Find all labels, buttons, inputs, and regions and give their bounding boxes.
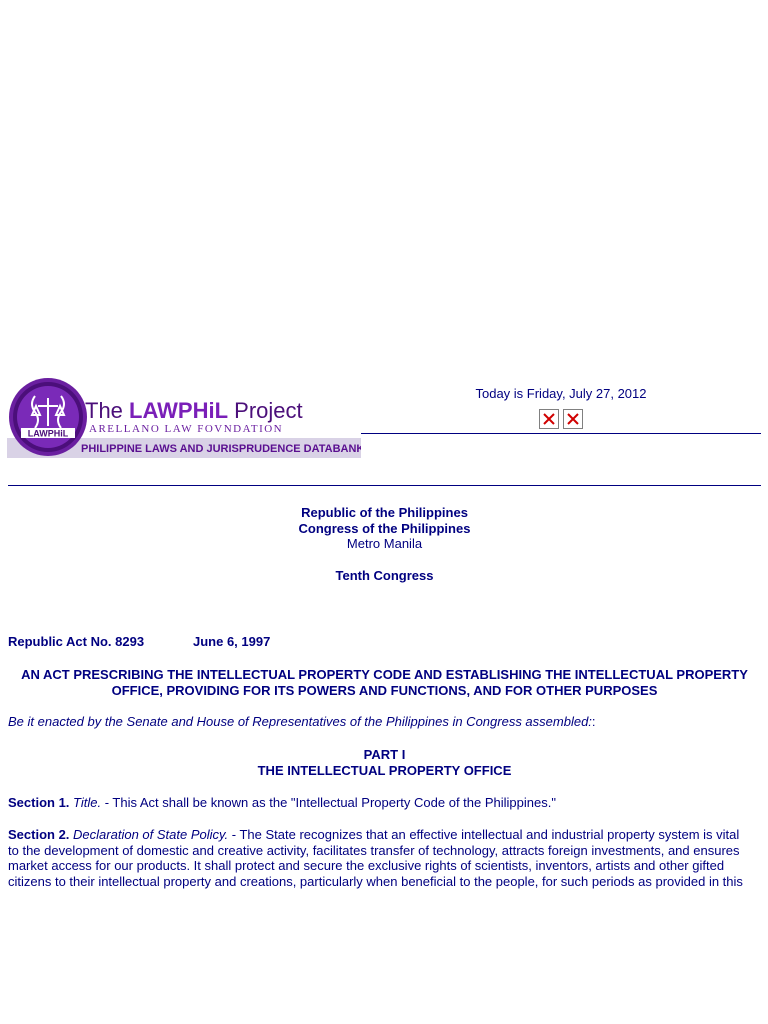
act-date: June 6, 1997 — [193, 634, 271, 649]
logo-tagline-text: PHILIPPINE LAWS AND JURISPRUDENCE DATABANK — [81, 443, 361, 455]
section-text: - The State recognizes that an effective intellectual and industrial property system is vital — [228, 827, 740, 842]
congress-line: Congress of the Philippines — [298, 520, 471, 536]
section-2-line-4: citizens to their intellectual property and creations, particularly when beneficial to the people, for such periods as provided in this — [8, 873, 743, 889]
logo-title-suffix: Project — [228, 398, 303, 423]
broken-image-icon[interactable] — [563, 409, 583, 429]
section-text: - This Act shall be known as the "Intellectual Property Code of the Philippines." — [101, 795, 556, 810]
section-2-line-2: to the development of domestic and creative activity, facilitates transfer of technology, attracts foreign investments, and ensures — [8, 842, 740, 858]
section-label: Section 2. — [8, 827, 70, 842]
enacting-clause-line — [8, 714, 761, 730]
logo-foundation-text: ARELLANO LAW FOVNDATION — [89, 423, 284, 435]
session-line: Tenth Congress — [335, 568, 434, 583]
enacting-suffix: : — [591, 714, 596, 729]
part-label: PART I — [363, 747, 406, 762]
section-heading: Declaration of State Policy. — [73, 827, 229, 842]
lawphil-logo — [7, 376, 361, 460]
date-area — [361, 376, 761, 460]
section-2-line-1 — [8, 827, 761, 843]
document-heading — [8, 505, 761, 552]
header-divider — [361, 433, 761, 434]
section-label: Section 1. — [8, 795, 70, 810]
seal-name-text: LAWPHiL — [27, 428, 69, 439]
act-number: Republic Act No. 8293 — [8, 634, 145, 649]
svg-text:The LAWPHiL Project — [85, 398, 303, 423]
part-title: THE INTELLECTUAL PROPERTY OFFICE — [257, 762, 512, 778]
section-heading: Title. — [73, 795, 102, 810]
enacting-clause: Be it enacted by the Senate and House of Representatives of the Philippines in Congress assembled: — [8, 714, 592, 729]
lawphil-logo-banner[interactable] — [7, 376, 361, 460]
city-line: Metro Manila — [346, 536, 423, 551]
act-title-line-1: AN ACT PRESCRIBING THE INTELLECTUAL PROPERTY CODE AND ESTABLISHING THE INTELLECTUAL PROPERTY — [21, 667, 748, 682]
section-1 — [8, 795, 761, 811]
republic-line: Republic of the Philippines — [301, 505, 468, 520]
act-title — [8, 667, 761, 698]
logo-title-prefix: The — [85, 398, 130, 423]
logo-title-main: LAWPHiL — [129, 398, 229, 423]
content-divider — [8, 485, 761, 486]
act-title-line-2: OFFICE, PROVIDING FOR ITS POWERS AND FUNCTIONS, AND FOR OTHER PURPOSES — [111, 682, 658, 698]
site-header — [7, 376, 761, 460]
today-date: Today is Friday, July 27, 2012 — [475, 386, 647, 401]
section-2 — [8, 827, 761, 889]
part-heading — [8, 747, 761, 778]
broken-image-row — [361, 409, 761, 429]
act-number-line — [8, 634, 761, 650]
section-2-line-3: market access for our products. It shall protect and secure the exclusive rights of scientists, inventors, artists and other gifted — [8, 858, 725, 873]
broken-image-icon[interactable] — [539, 409, 559, 429]
